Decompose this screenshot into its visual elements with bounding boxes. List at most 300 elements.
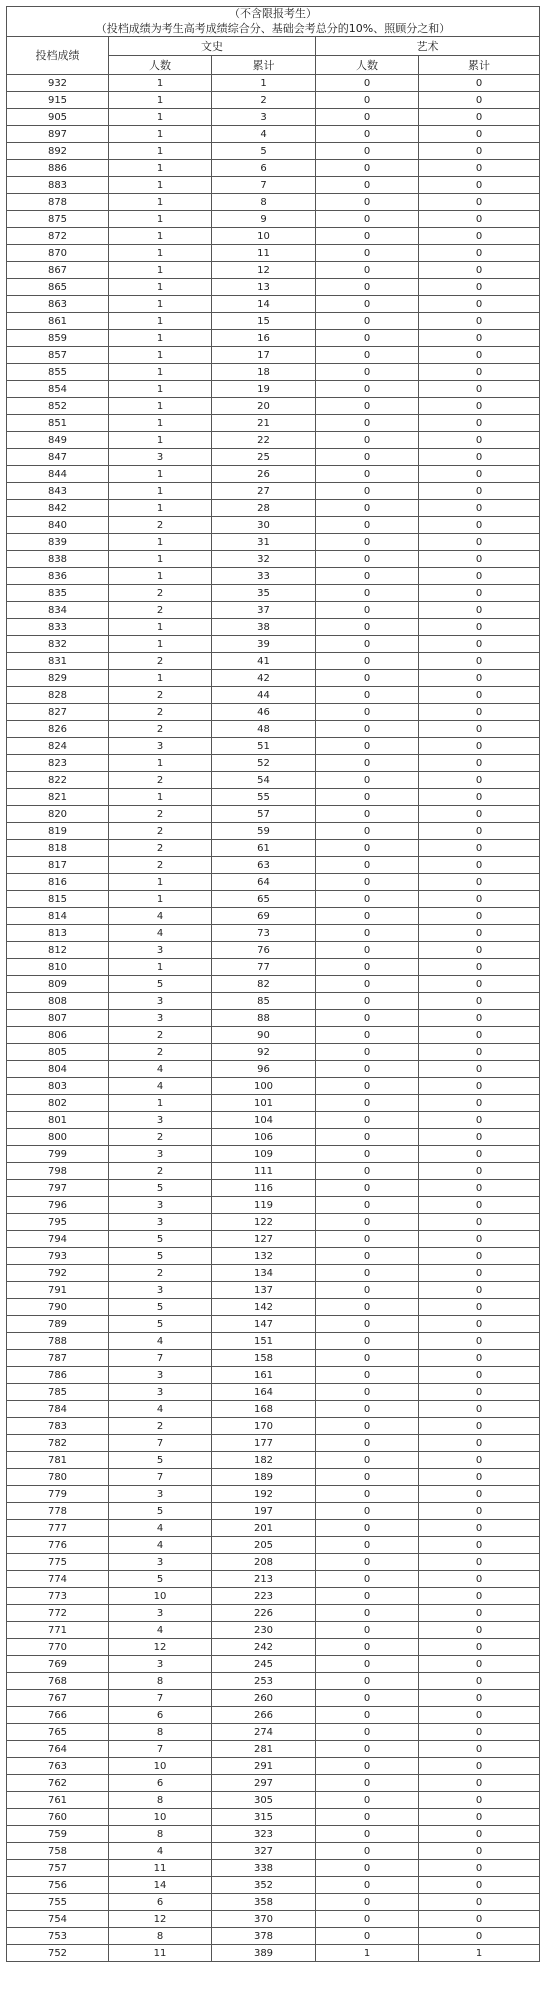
yishu-count-cell: 0 (316, 1673, 419, 1690)
wenshi-cumulative-cell: 54 (212, 772, 316, 789)
table-row (7, 1350, 540, 1367)
wenshi-cumulative-cell: 189 (212, 1469, 316, 1486)
yishu-count-cell: 0 (316, 1384, 419, 1401)
wenshi-count-cell: 2 (109, 1163, 212, 1180)
wenshi-count-cell: 1 (109, 466, 212, 483)
wenshi-count-cell: 1 (109, 92, 212, 109)
wenshi-cumulative-cell: 111 (212, 1163, 316, 1180)
wenshi-count-cell: 5 (109, 976, 212, 993)
wenshi-count-cell: 8 (109, 1724, 212, 1741)
table-row (7, 1282, 540, 1299)
yishu-count-cell: 0 (316, 1911, 419, 1928)
score-cell: 786 (7, 1367, 109, 1384)
wenshi-count-cell: 5 (109, 1248, 212, 1265)
yishu-count-cell: 0 (316, 1571, 419, 1588)
wenshi-count-cell: 3 (109, 1384, 212, 1401)
score-cell: 781 (7, 1452, 109, 1469)
table-row (7, 1010, 540, 1027)
yishu-cumulative-cell: 0 (419, 1027, 540, 1044)
yishu-count-cell: 0 (316, 1469, 419, 1486)
score-cell: 834 (7, 602, 109, 619)
table-row (7, 1928, 540, 1945)
table-row (7, 177, 540, 194)
yishu-count-cell: 0 (316, 1350, 419, 1367)
wenshi-cumulative-cell: 17 (212, 347, 316, 364)
wenshi-cumulative-cell: 197 (212, 1503, 316, 1520)
wenshi-cumulative-cell: 106 (212, 1129, 316, 1146)
table-row (7, 126, 540, 143)
wenshi-cumulative-cell: 96 (212, 1061, 316, 1078)
table-row (7, 466, 540, 483)
table-row (7, 840, 540, 857)
wenshi-cumulative-cell: 7 (212, 177, 316, 194)
wenshi-count-cell: 4 (109, 1520, 212, 1537)
table-row (7, 330, 540, 347)
wenshi-cumulative-cell: 109 (212, 1146, 316, 1163)
wenshi-cumulative-cell: 38 (212, 619, 316, 636)
table-row (7, 381, 540, 398)
score-cell: 859 (7, 330, 109, 347)
score-cell: 818 (7, 840, 109, 857)
score-cell: 826 (7, 721, 109, 738)
table-row (7, 959, 540, 976)
yishu-cumulative-cell: 0 (419, 1061, 540, 1078)
score-cell: 840 (7, 517, 109, 534)
wenshi-cumulative-cell: 101 (212, 1095, 316, 1112)
wenshi-count-cell: 2 (109, 840, 212, 857)
wenshi-cumulative-cell: 305 (212, 1792, 316, 1809)
wenshi-cumulative-cell: 28 (212, 500, 316, 517)
yishu-count-cell: 0 (316, 925, 419, 942)
score-cell: 878 (7, 194, 109, 211)
yishu-cumulative-cell: 0 (419, 109, 540, 126)
score-cell: 843 (7, 483, 109, 500)
score-cell: 833 (7, 619, 109, 636)
yishu-count-cell: 0 (316, 1503, 419, 1520)
yishu-cumulative-cell: 0 (419, 772, 540, 789)
yishu-count-cell: 0 (316, 330, 419, 347)
wenshi-cumulative-cell: 18 (212, 364, 316, 381)
wenshi-count-cell: 2 (109, 687, 212, 704)
table-row (7, 1078, 540, 1095)
wenshi-cumulative-cell: 11 (212, 245, 316, 262)
wenshi-cumulative-cell: 2 (212, 92, 316, 109)
score-cell: 849 (7, 432, 109, 449)
yishu-count-cell: 0 (316, 1537, 419, 1554)
score-cell: 776 (7, 1537, 109, 1554)
wenshi-count-cell: 1 (109, 483, 212, 500)
yishu-count-cell: 0 (316, 1214, 419, 1231)
table-row (7, 891, 540, 908)
yishu-cumulative-cell: 0 (419, 840, 540, 857)
score-cell: 772 (7, 1605, 109, 1622)
yishu-count-cell: 0 (316, 891, 419, 908)
wenshi-count-cell: 3 (109, 1486, 212, 1503)
yishu-count-cell: 0 (316, 1724, 419, 1741)
table-row (7, 1690, 540, 1707)
yishu-count-cell: 0 (316, 619, 419, 636)
yishu-count-cell: 0 (316, 160, 419, 177)
yishu-cumulative-cell: 0 (419, 1486, 540, 1503)
wenshi-count-cell: 1 (109, 500, 212, 517)
wenshi-count-cell: 1 (109, 245, 212, 262)
score-cell: 844 (7, 466, 109, 483)
wenshi-cumulative-cell: 52 (212, 755, 316, 772)
wenshi-cumulative-cell: 230 (212, 1622, 316, 1639)
wenshi-count-cell: 3 (109, 1146, 212, 1163)
table-row (7, 1486, 540, 1503)
score-cell: 861 (7, 313, 109, 330)
yishu-cumulative-cell: 0 (419, 1724, 540, 1741)
wenshi-cumulative-cell: 15 (212, 313, 316, 330)
table-row (7, 585, 540, 602)
table-row (7, 704, 540, 721)
table-row (7, 1503, 540, 1520)
wenshi-cumulative-cell: 201 (212, 1520, 316, 1537)
wenshi-cumulative-cell: 13 (212, 279, 316, 296)
wenshi-cumulative-cell: 281 (212, 1741, 316, 1758)
wenshi-cumulative-cell: 142 (212, 1299, 316, 1316)
header-yishu-count: 人数 (316, 56, 419, 75)
yishu-count-cell: 0 (316, 92, 419, 109)
yishu-count-cell: 0 (316, 1299, 419, 1316)
wenshi-cumulative-cell: 61 (212, 840, 316, 857)
yishu-count-cell: 0 (316, 840, 419, 857)
wenshi-cumulative-cell: 205 (212, 1537, 316, 1554)
wenshi-count-cell: 1 (109, 228, 212, 245)
wenshi-count-cell: 2 (109, 585, 212, 602)
wenshi-count-cell: 2 (109, 1044, 212, 1061)
yishu-cumulative-cell: 0 (419, 602, 540, 619)
yishu-cumulative-cell: 0 (419, 398, 540, 415)
yishu-count-cell: 0 (316, 279, 419, 296)
yishu-count-cell: 0 (316, 1656, 419, 1673)
header-yishu-cumulative: 累计 (419, 56, 540, 75)
wenshi-cumulative-cell: 8 (212, 194, 316, 211)
table-row (7, 1044, 540, 1061)
score-cell: 753 (7, 1928, 109, 1945)
score-cell: 812 (7, 942, 109, 959)
yishu-cumulative-cell: 0 (419, 976, 540, 993)
table-row (7, 772, 540, 789)
wenshi-count-cell: 3 (109, 738, 212, 755)
yishu-count-cell: 0 (316, 347, 419, 364)
wenshi-count-cell: 1 (109, 415, 212, 432)
wenshi-cumulative-cell: 85 (212, 993, 316, 1010)
wenshi-cumulative-cell: 19 (212, 381, 316, 398)
yishu-count-cell: 0 (316, 109, 419, 126)
table-row (7, 75, 540, 92)
yishu-count-cell: 0 (316, 1231, 419, 1248)
yishu-cumulative-cell: 0 (419, 364, 540, 381)
table-row (7, 1554, 540, 1571)
yishu-cumulative-cell: 0 (419, 1894, 540, 1911)
yishu-count-cell: 0 (316, 194, 419, 211)
wenshi-cumulative-cell: 21 (212, 415, 316, 432)
yishu-count-cell: 0 (316, 1010, 419, 1027)
score-cell: 831 (7, 653, 109, 670)
wenshi-cumulative-cell: 65 (212, 891, 316, 908)
yishu-cumulative-cell: 0 (419, 262, 540, 279)
wenshi-count-cell: 3 (109, 449, 212, 466)
yishu-cumulative-cell: 0 (419, 1452, 540, 1469)
wenshi-count-cell: 1 (109, 381, 212, 398)
score-cell: 755 (7, 1894, 109, 1911)
yishu-cumulative-cell: 0 (419, 1112, 540, 1129)
table-row (7, 1061, 540, 1078)
yishu-cumulative-cell: 0 (419, 449, 540, 466)
wenshi-count-cell: 2 (109, 823, 212, 840)
wenshi-count-cell: 4 (109, 1078, 212, 1095)
wenshi-count-cell: 5 (109, 1503, 212, 1520)
wenshi-count-cell: 7 (109, 1435, 212, 1452)
yishu-cumulative-cell: 0 (419, 738, 540, 755)
score-cell: 847 (7, 449, 109, 466)
header-yishu: 艺术 (316, 37, 540, 56)
yishu-cumulative-cell: 0 (419, 1690, 540, 1707)
score-cell: 760 (7, 1809, 109, 1826)
wenshi-cumulative-cell: 16 (212, 330, 316, 347)
yishu-count-cell: 0 (316, 1316, 419, 1333)
score-cell: 775 (7, 1554, 109, 1571)
table-row (7, 1265, 540, 1282)
score-cell: 808 (7, 993, 109, 1010)
table-row (7, 1520, 540, 1537)
score-cell: 791 (7, 1282, 109, 1299)
wenshi-cumulative-cell: 147 (212, 1316, 316, 1333)
score-cell: 875 (7, 211, 109, 228)
score-cell: 809 (7, 976, 109, 993)
table-row (7, 619, 540, 636)
yishu-count-cell: 0 (316, 398, 419, 415)
score-cell: 793 (7, 1248, 109, 1265)
score-cell: 803 (7, 1078, 109, 1095)
score-cell: 827 (7, 704, 109, 721)
table-row (7, 1537, 540, 1554)
wenshi-cumulative-cell: 226 (212, 1605, 316, 1622)
yishu-count-cell: 0 (316, 1095, 419, 1112)
wenshi-cumulative-cell: 182 (212, 1452, 316, 1469)
score-cell: 817 (7, 857, 109, 874)
wenshi-count-cell: 1 (109, 636, 212, 653)
yishu-count-cell: 0 (316, 1146, 419, 1163)
wenshi-count-cell: 8 (109, 1826, 212, 1843)
score-cell: 839 (7, 534, 109, 551)
yishu-count-cell: 0 (316, 1860, 419, 1877)
score-cell: 886 (7, 160, 109, 177)
yishu-cumulative-cell: 0 (419, 636, 540, 653)
yishu-count-cell: 0 (316, 1435, 419, 1452)
table-row (7, 245, 540, 262)
table-row (7, 1571, 540, 1588)
table-row (7, 1707, 540, 1724)
table-row (7, 721, 540, 738)
yishu-count-cell: 0 (316, 245, 419, 262)
wenshi-cumulative-cell: 1 (212, 75, 316, 92)
wenshi-cumulative-cell: 73 (212, 925, 316, 942)
yishu-count-cell: 0 (316, 1401, 419, 1418)
score-cell: 883 (7, 177, 109, 194)
wenshi-count-cell: 1 (109, 296, 212, 313)
yishu-cumulative-cell: 0 (419, 1180, 540, 1197)
yishu-cumulative-cell: 0 (419, 1231, 540, 1248)
table-row (7, 738, 540, 755)
yishu-count-cell: 0 (316, 772, 419, 789)
yishu-cumulative-cell: 0 (419, 75, 540, 92)
yishu-cumulative-cell: 0 (419, 1792, 540, 1809)
table-row (7, 296, 540, 313)
yishu-cumulative-cell: 0 (419, 381, 540, 398)
wenshi-count-cell: 7 (109, 1469, 212, 1486)
wenshi-count-cell: 3 (109, 993, 212, 1010)
wenshi-count-cell: 11 (109, 1945, 212, 1962)
wenshi-count-cell: 1 (109, 670, 212, 687)
score-cell: 802 (7, 1095, 109, 1112)
yishu-cumulative-cell: 0 (419, 1911, 540, 1928)
caption-row-2 (7, 21, 540, 37)
wenshi-cumulative-cell: 164 (212, 1384, 316, 1401)
yishu-cumulative-cell: 0 (419, 1078, 540, 1095)
yishu-count-cell: 0 (316, 670, 419, 687)
yishu-count-cell: 0 (316, 143, 419, 160)
wenshi-count-cell: 1 (109, 568, 212, 585)
wenshi-count-cell: 7 (109, 1350, 212, 1367)
table-row (7, 789, 540, 806)
wenshi-cumulative-cell: 104 (212, 1112, 316, 1129)
yishu-cumulative-cell: 0 (419, 908, 540, 925)
wenshi-count-cell: 1 (109, 874, 212, 891)
yishu-count-cell: 0 (316, 1877, 419, 1894)
score-cell: 800 (7, 1129, 109, 1146)
yishu-cumulative-cell: 0 (419, 1775, 540, 1792)
yishu-cumulative-cell: 0 (419, 551, 540, 568)
yishu-cumulative-cell: 0 (419, 1554, 540, 1571)
wenshi-count-cell: 1 (109, 347, 212, 364)
yishu-count-cell: 0 (316, 500, 419, 517)
wenshi-cumulative-cell: 22 (212, 432, 316, 449)
wenshi-count-cell: 3 (109, 942, 212, 959)
score-cell: 789 (7, 1316, 109, 1333)
score-cell: 766 (7, 1707, 109, 1724)
wenshi-cumulative-cell: 88 (212, 1010, 316, 1027)
score-cell: 752 (7, 1945, 109, 1962)
wenshi-cumulative-cell: 55 (212, 789, 316, 806)
wenshi-count-cell: 5 (109, 1452, 212, 1469)
yishu-cumulative-cell: 0 (419, 959, 540, 976)
wenshi-count-cell: 1 (109, 789, 212, 806)
table-row (7, 1146, 540, 1163)
wenshi-cumulative-cell: 297 (212, 1775, 316, 1792)
table-row (7, 1894, 540, 1911)
yishu-count-cell: 1 (316, 1945, 419, 1962)
yishu-cumulative-cell: 0 (419, 1010, 540, 1027)
yishu-cumulative-cell: 0 (419, 1843, 540, 1860)
yishu-count-cell: 0 (316, 1588, 419, 1605)
score-cell: 792 (7, 1265, 109, 1282)
score-cell: 815 (7, 891, 109, 908)
yishu-cumulative-cell: 0 (419, 1197, 540, 1214)
score-cell: 794 (7, 1231, 109, 1248)
score-cell: 836 (7, 568, 109, 585)
score-cell: 765 (7, 1724, 109, 1741)
table-row (7, 670, 540, 687)
score-cell: 777 (7, 1520, 109, 1537)
wenshi-cumulative-cell: 213 (212, 1571, 316, 1588)
score-cell: 798 (7, 1163, 109, 1180)
table-row (7, 1809, 540, 1826)
table-row (7, 1180, 540, 1197)
wenshi-cumulative-cell: 12 (212, 262, 316, 279)
table-row (7, 432, 540, 449)
score-cell: 778 (7, 1503, 109, 1520)
wenshi-count-cell: 1 (109, 194, 212, 211)
wenshi-count-cell: 3 (109, 1112, 212, 1129)
yishu-cumulative-cell: 0 (419, 1707, 540, 1724)
wenshi-cumulative-cell: 116 (212, 1180, 316, 1197)
wenshi-cumulative-cell: 39 (212, 636, 316, 653)
wenshi-cumulative-cell: 9 (212, 211, 316, 228)
yishu-cumulative-cell: 0 (419, 1248, 540, 1265)
yishu-cumulative-cell: 0 (419, 177, 540, 194)
wenshi-count-cell: 2 (109, 721, 212, 738)
yishu-cumulative-cell: 0 (419, 194, 540, 211)
wenshi-cumulative-cell: 100 (212, 1078, 316, 1095)
yishu-cumulative-cell: 0 (419, 279, 540, 296)
yishu-count-cell: 0 (316, 313, 419, 330)
yishu-count-cell: 0 (316, 1758, 419, 1775)
wenshi-cumulative-cell: 69 (212, 908, 316, 925)
wenshi-count-cell: 1 (109, 551, 212, 568)
yishu-count-cell: 0 (316, 1928, 419, 1945)
wenshi-cumulative-cell: 46 (212, 704, 316, 721)
wenshi-count-cell: 3 (109, 1605, 212, 1622)
table-row (7, 908, 540, 925)
yishu-cumulative-cell: 0 (419, 568, 540, 585)
yishu-cumulative-cell: 0 (419, 823, 540, 840)
wenshi-count-cell: 1 (109, 330, 212, 347)
score-cell: 779 (7, 1486, 109, 1503)
yishu-count-cell: 0 (316, 1486, 419, 1503)
wenshi-cumulative-cell: 170 (212, 1418, 316, 1435)
yishu-cumulative-cell: 0 (419, 1367, 540, 1384)
yishu-count-cell: 0 (316, 959, 419, 976)
wenshi-cumulative-cell: 6 (212, 160, 316, 177)
yishu-count-cell: 0 (316, 874, 419, 891)
yishu-cumulative-cell: 0 (419, 1537, 540, 1554)
header-wenshi-cumulative: 累计 (212, 56, 316, 75)
yishu-count-cell: 0 (316, 126, 419, 143)
wenshi-count-cell: 3 (109, 1367, 212, 1384)
table-row (7, 1163, 540, 1180)
score-cell: 773 (7, 1588, 109, 1605)
yishu-cumulative-cell: 0 (419, 211, 540, 228)
yishu-cumulative-cell: 0 (419, 126, 540, 143)
score-cell: 932 (7, 75, 109, 92)
yishu-count-cell: 0 (316, 687, 419, 704)
yishu-cumulative-cell: 0 (419, 925, 540, 942)
wenshi-cumulative-cell: 137 (212, 1282, 316, 1299)
table-row (7, 1775, 540, 1792)
score-cell: 799 (7, 1146, 109, 1163)
wenshi-cumulative-cell: 134 (212, 1265, 316, 1282)
wenshi-cumulative-cell: 10 (212, 228, 316, 245)
table-row (7, 1673, 540, 1690)
wenshi-cumulative-cell: 158 (212, 1350, 316, 1367)
score-cell: 757 (7, 1860, 109, 1877)
table-row (7, 1316, 540, 1333)
table-row (7, 806, 540, 823)
score-cell: 756 (7, 1877, 109, 1894)
